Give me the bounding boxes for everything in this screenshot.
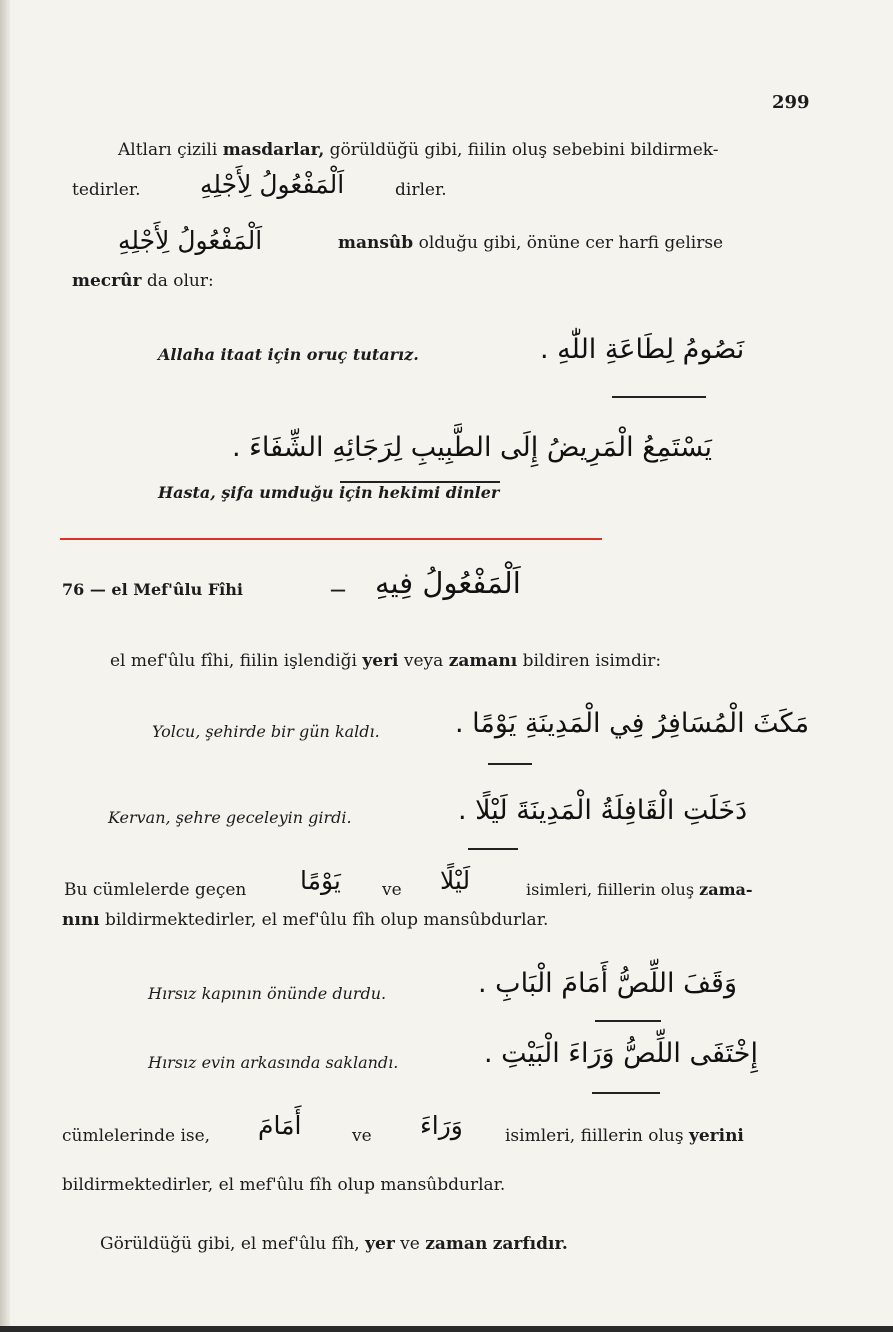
underline (468, 848, 518, 850)
paragraph-line: isimleri, fiillerin oluş zama- (526, 880, 753, 899)
arabic-term: لَيْلًا (440, 866, 471, 895)
paragraph-line: mansûb olduğu gibi, önüne cer harfi gelirse (338, 233, 724, 253)
paragraph-line: ve (352, 1126, 372, 1146)
paragraph-line: Altları çizili masdarlar, görüldüğü gibi, fiilin oluş sebebini bildirmek- (118, 140, 719, 160)
example-arabic: يَسْتَمِعُ الْمَرِيضُ إِلَى الطَّبِيبِ لِرَجَائِهِ الشِّفَاءَ . (232, 432, 712, 463)
paragraph-line: nını bildirmektedirler, el mef'ûlu fîh olup mansûbdurlar. (62, 910, 549, 930)
example-arabic: إِخْتَفَى اللِّصُّ وَرَاءَ الْبَيْتِ . (484, 1038, 758, 1069)
page-edge (0, 0, 10, 1332)
paragraph-line: Bu cümlelerde geçen (64, 880, 247, 900)
arabic-term: أَمَامَ (258, 1111, 302, 1140)
arabic-term: يَوْمًا (300, 866, 341, 895)
arabic-term: اَلْمَفْعُولُ لِأَجْلِهِ (118, 226, 263, 255)
example-arabic: نَصُومُ لِطَاعَةِ اللّٰهِ . (540, 334, 745, 365)
underline (595, 1020, 661, 1022)
example-translation: Yolcu, şehirde bir gün kaldı. (152, 722, 380, 741)
red-divider (60, 538, 602, 540)
arabic-term: اَلْمَفْعُولُ لِأَجْلِهِ (200, 170, 345, 199)
page-bottom-edge (0, 1326, 893, 1332)
paragraph-line: tedirler. (72, 180, 141, 200)
example-arabic: وَقَفَ اللِّصُّ أَمَامَ الْبَابِ . (478, 968, 737, 999)
example-translation: Allaha itaat için oruç tutarız. (158, 345, 419, 364)
section-heading: 76 — el Mef'ûlu Fîhi (62, 580, 243, 599)
underline (592, 1092, 660, 1094)
paragraph-line: isimleri, fiillerin oluş yerini (505, 1126, 744, 1146)
arabic-term: وَرَاءَ (420, 1111, 463, 1140)
definition-line: el mef'ûlu fîhi, fiilin işlendiği yeri veya zamanı bildiren isimdir: (110, 651, 662, 671)
underline (612, 396, 706, 398)
section-dash: — (330, 580, 346, 599)
underline (488, 763, 532, 765)
paragraph-line: bildirmektedirler, el mef'ûlu fîh olup mansûbdurlar. (62, 1175, 506, 1195)
closing-line: Görüldüğü gibi, el mef'ûlu fîh, yer ve zaman zarfıdır. (100, 1234, 568, 1254)
example-translation: Kervan, şehre geceleyin girdi. (108, 808, 352, 827)
section-arabic-title: اَلْمَفْعُولُ فِيهِ (375, 566, 521, 600)
paragraph-line: mecrûr da olur: (72, 271, 214, 291)
paragraph-line: ve (382, 880, 402, 900)
page-number: 299 (772, 92, 810, 113)
example-arabic: دَخَلَتِ الْقَافِلَةُ الْمَدِينَةَ لَيْلًا . (458, 795, 748, 826)
example-translation: Hırsız kapının önünde durdu. (148, 984, 387, 1003)
example-translation: Hasta, şifa umduğu için hekimi dinler (158, 483, 500, 502)
paragraph-line: cümlelerinde ise, (62, 1126, 211, 1146)
example-arabic: مَكَثَ الْمُسَافِرُ فِي الْمَدِينَةِ يَوْمًا . (455, 708, 810, 739)
paragraph-line: dirler. (395, 180, 447, 200)
example-translation: Hırsız evin arkasında saklandı. (148, 1053, 399, 1072)
